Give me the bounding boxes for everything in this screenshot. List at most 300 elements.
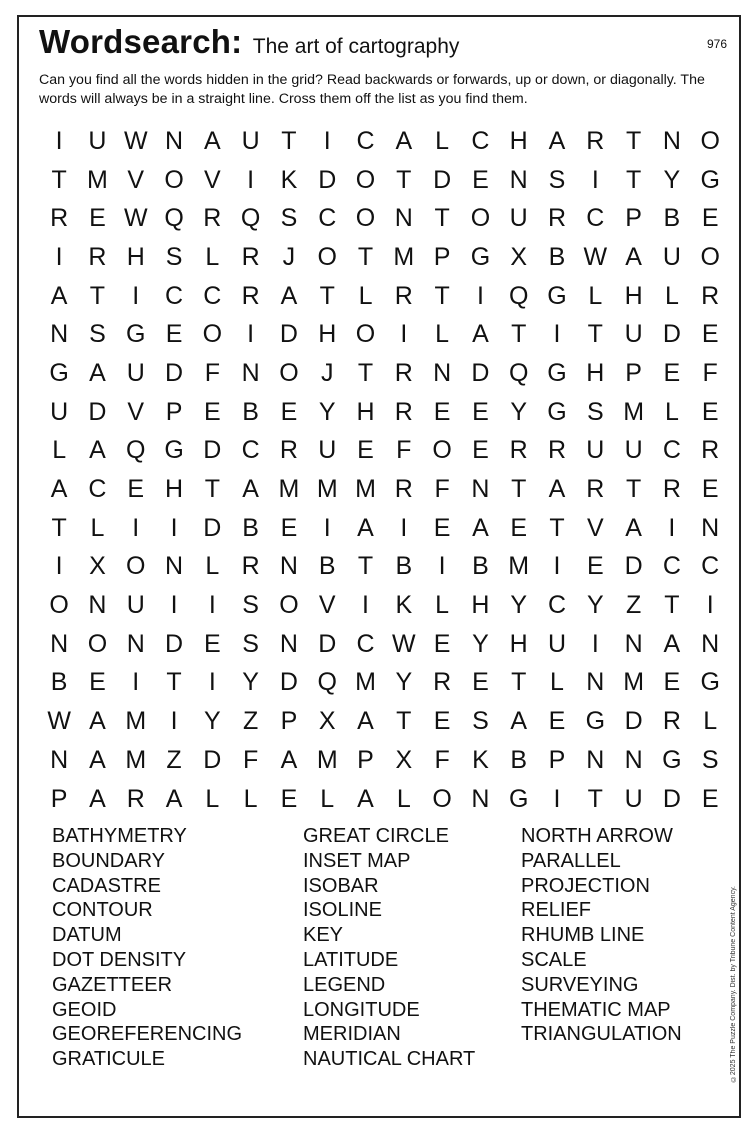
- grid-letter[interactable]: S: [165, 242, 183, 271]
- grid-letter[interactable]: D: [279, 320, 298, 349]
- grid-letter[interactable]: B: [395, 552, 413, 581]
- grid-letter[interactable]: J: [282, 242, 296, 271]
- grid-letter[interactable]: B: [318, 552, 336, 581]
- grid-letter[interactable]: L: [703, 707, 718, 736]
- grid-letter[interactable]: A: [89, 745, 106, 774]
- grid-letter[interactable]: O: [126, 552, 146, 581]
- grid-letter[interactable]: I: [55, 126, 63, 155]
- grid-letter[interactable]: R: [88, 242, 107, 271]
- grid-letter[interactable]: C: [88, 475, 107, 504]
- grid-letter[interactable]: V: [586, 513, 604, 542]
- grid-letter[interactable]: S: [701, 745, 719, 774]
- grid-letter[interactable]: O: [279, 591, 299, 620]
- grid-letter[interactable]: U: [547, 629, 567, 658]
- grid-letter[interactable]: T: [89, 281, 106, 310]
- grid-letter[interactable]: D: [471, 358, 490, 387]
- grid-letter[interactable]: R: [547, 436, 567, 465]
- grid-letter[interactable]: E: [548, 707, 566, 736]
- grid-letter[interactable]: O: [355, 165, 376, 194]
- grid-letter[interactable]: E: [701, 784, 719, 813]
- grid-letter[interactable]: F: [204, 358, 220, 387]
- grid-letter[interactable]: I: [208, 591, 216, 620]
- grid-letter[interactable]: Q: [164, 204, 184, 233]
- grid-letter[interactable]: N: [509, 165, 528, 194]
- grid-letter[interactable]: A: [510, 707, 528, 736]
- grid-letter[interactable]: N: [433, 358, 452, 387]
- grid-letter[interactable]: T: [587, 320, 603, 349]
- grid-letter[interactable]: E: [89, 668, 106, 697]
- grid-letter[interactable]: N: [701, 513, 720, 542]
- grid-letter[interactable]: I: [247, 320, 255, 349]
- grid-letter[interactable]: T: [357, 242, 374, 271]
- grid-letter[interactable]: I: [706, 591, 714, 620]
- grid-letter[interactable]: Q: [508, 358, 529, 387]
- grid-letter[interactable]: O: [164, 165, 184, 194]
- grid-letter[interactable]: H: [509, 126, 528, 155]
- grid-letter[interactable]: A: [472, 513, 489, 542]
- grid-letter[interactable]: T: [281, 126, 297, 155]
- grid-letter[interactable]: X: [318, 707, 336, 736]
- grid-letter[interactable]: L: [205, 242, 220, 271]
- grid-letter[interactable]: L: [664, 397, 679, 426]
- grid-letter[interactable]: N: [165, 552, 184, 581]
- grid-letter[interactable]: R: [701, 281, 720, 310]
- grid-letter[interactable]: M: [623, 397, 645, 426]
- grid-letter[interactable]: U: [586, 436, 605, 465]
- grid-letter[interactable]: G: [508, 784, 529, 813]
- grid-letter[interactable]: I: [591, 629, 599, 658]
- grid-letter[interactable]: R: [394, 358, 413, 387]
- grid-letter[interactable]: C: [471, 126, 490, 155]
- grid-letter[interactable]: E: [280, 397, 298, 426]
- grid-letter[interactable]: O: [470, 204, 491, 233]
- grid-letter[interactable]: E: [357, 436, 374, 465]
- grid-letter[interactable]: L: [358, 281, 373, 310]
- grid-letter[interactable]: A: [89, 784, 106, 813]
- grid-letter[interactable]: Z: [625, 591, 642, 620]
- grid-letter[interactable]: D: [624, 707, 643, 736]
- grid-letter[interactable]: D: [318, 165, 337, 194]
- grid-letter[interactable]: V: [203, 165, 221, 194]
- grid-letter[interactable]: U: [624, 784, 643, 813]
- grid-letter[interactable]: Y: [586, 591, 604, 620]
- grid-letter[interactable]: L: [52, 436, 67, 465]
- grid-letter[interactable]: I: [476, 281, 484, 310]
- grid-letter[interactable]: R: [433, 668, 452, 697]
- grid-letter[interactable]: N: [394, 204, 413, 233]
- grid-letter[interactable]: G: [126, 320, 146, 349]
- grid-letter[interactable]: S: [280, 204, 298, 233]
- grid-letter[interactable]: R: [50, 204, 69, 233]
- grid-letter[interactable]: H: [471, 591, 490, 620]
- grid-letter[interactable]: Q: [317, 668, 337, 697]
- grid-letter[interactable]: K: [280, 165, 298, 194]
- grid-letter[interactable]: H: [165, 475, 184, 504]
- grid-letter[interactable]: T: [51, 513, 67, 542]
- grid-letter[interactable]: N: [50, 629, 69, 658]
- grid-letter[interactable]: D: [662, 784, 681, 813]
- grid-letter[interactable]: A: [165, 784, 183, 813]
- grid-letter[interactable]: E: [280, 513, 298, 542]
- grid-letter[interactable]: I: [55, 552, 63, 581]
- grid-letter[interactable]: U: [509, 204, 528, 233]
- grid-letter[interactable]: H: [509, 629, 528, 658]
- grid-letter[interactable]: Y: [395, 668, 413, 697]
- grid-letter[interactable]: A: [472, 320, 489, 349]
- grid-letter[interactable]: O: [432, 784, 452, 813]
- grid-letter[interactable]: G: [547, 358, 567, 387]
- grid-letter[interactable]: F: [434, 475, 450, 504]
- grid-letter[interactable]: D: [203, 513, 222, 542]
- grid-letter[interactable]: C: [356, 126, 375, 155]
- grid-letter[interactable]: Y: [510, 397, 528, 426]
- grid-letter[interactable]: A: [89, 358, 106, 387]
- grid-letter[interactable]: T: [664, 591, 680, 620]
- grid-letter[interactable]: I: [362, 591, 369, 620]
- grid-letter[interactable]: C: [165, 281, 184, 310]
- grid-letter[interactable]: R: [126, 784, 145, 813]
- grid-letter[interactable]: H: [126, 242, 145, 271]
- grid-letter[interactable]: N: [586, 668, 605, 697]
- grid-letter[interactable]: M: [508, 552, 530, 581]
- grid-letter[interactable]: N: [471, 784, 490, 813]
- grid-letter[interactable]: N: [279, 629, 298, 658]
- grid-letter[interactable]: P: [625, 204, 642, 233]
- grid-letter[interactable]: Q: [508, 281, 529, 310]
- grid-letter[interactable]: U: [126, 591, 145, 620]
- grid-letter[interactable]: F: [396, 436, 412, 465]
- grid-letter[interactable]: M: [355, 475, 376, 504]
- grid-letter[interactable]: U: [624, 320, 643, 349]
- grid-letter[interactable]: T: [204, 475, 220, 504]
- grid-letter[interactable]: R: [394, 397, 413, 426]
- grid-letter[interactable]: R: [586, 126, 605, 155]
- grid-letter[interactable]: H: [318, 320, 337, 349]
- grid-letter[interactable]: B: [472, 552, 489, 581]
- grid-letter[interactable]: O: [87, 629, 108, 658]
- grid-letter[interactable]: E: [472, 397, 489, 426]
- grid-letter[interactable]: G: [547, 397, 567, 426]
- grid-letter[interactable]: N: [126, 629, 145, 658]
- grid-letter[interactable]: T: [396, 707, 412, 736]
- grid-letter[interactable]: G: [700, 668, 720, 697]
- grid-letter[interactable]: I: [132, 281, 140, 310]
- grid-letter[interactable]: C: [356, 629, 375, 658]
- grid-letter[interactable]: I: [247, 165, 255, 194]
- grid-letter[interactable]: W: [123, 204, 148, 233]
- grid-letter[interactable]: T: [625, 475, 642, 504]
- grid-letter[interactable]: T: [166, 668, 182, 697]
- grid-letter[interactable]: N: [624, 629, 643, 658]
- grid-letter[interactable]: E: [89, 204, 106, 233]
- grid-letter[interactable]: O: [700, 126, 720, 155]
- grid-letter[interactable]: Y: [203, 707, 221, 736]
- grid-letter[interactable]: L: [205, 784, 220, 813]
- grid-letter[interactable]: L: [435, 591, 450, 620]
- grid-letter[interactable]: L: [90, 513, 105, 542]
- grid-letter[interactable]: N: [88, 591, 107, 620]
- grid-letter[interactable]: G: [49, 358, 69, 387]
- grid-letter[interactable]: E: [280, 784, 298, 813]
- grid-letter[interactable]: N: [624, 745, 643, 774]
- grid-letter[interactable]: T: [434, 281, 450, 310]
- grid-letter[interactable]: R: [279, 436, 298, 465]
- grid-letter[interactable]: T: [511, 668, 527, 697]
- grid-letter[interactable]: P: [165, 397, 183, 426]
- grid-letter[interactable]: A: [548, 475, 566, 504]
- grid-letter[interactable]: R: [509, 436, 528, 465]
- grid-letter[interactable]: U: [318, 436, 337, 465]
- grid-letter[interactable]: T: [549, 513, 565, 542]
- grid-letter[interactable]: D: [624, 552, 643, 581]
- grid-letter[interactable]: M: [623, 668, 645, 697]
- grid-letter[interactable]: E: [433, 397, 451, 426]
- grid-letter[interactable]: E: [701, 475, 719, 504]
- grid-letter[interactable]: U: [50, 397, 69, 426]
- grid-letter[interactable]: E: [663, 668, 681, 697]
- grid-letter[interactable]: N: [279, 552, 298, 581]
- grid-letter[interactable]: Y: [510, 591, 528, 620]
- grid-letter[interactable]: P: [357, 745, 374, 774]
- grid-letter[interactable]: B: [242, 397, 259, 426]
- grid-letter[interactable]: I: [170, 591, 178, 620]
- grid-letter[interactable]: O: [355, 204, 376, 233]
- grid-letter[interactable]: I: [553, 320, 561, 349]
- grid-letter[interactable]: T: [51, 165, 67, 194]
- grid-letter[interactable]: S: [242, 629, 259, 658]
- grid-letter[interactable]: C: [662, 552, 681, 581]
- grid-letter[interactable]: T: [357, 358, 374, 387]
- grid-letter[interactable]: L: [243, 784, 258, 813]
- grid-letter[interactable]: Q: [126, 436, 146, 465]
- grid-letter[interactable]: M: [393, 242, 415, 271]
- grid-letter[interactable]: V: [127, 397, 145, 426]
- grid-letter[interactable]: R: [394, 281, 413, 310]
- grid-letter[interactable]: V: [318, 591, 336, 620]
- grid-letter[interactable]: I: [553, 552, 561, 581]
- grid-letter[interactable]: A: [280, 281, 298, 310]
- grid-letter[interactable]: T: [396, 165, 412, 194]
- grid-letter[interactable]: L: [396, 784, 411, 813]
- grid-letter[interactable]: B: [548, 242, 566, 271]
- grid-letter[interactable]: N: [662, 126, 681, 155]
- grid-letter[interactable]: G: [164, 436, 184, 465]
- grid-letter[interactable]: V: [127, 165, 145, 194]
- grid-letter[interactable]: T: [587, 784, 603, 813]
- grid-letter[interactable]: A: [280, 745, 298, 774]
- grid-letter[interactable]: C: [662, 436, 681, 465]
- grid-letter[interactable]: L: [550, 668, 564, 697]
- grid-letter[interactable]: O: [432, 436, 452, 465]
- grid-letter[interactable]: O: [202, 320, 223, 349]
- grid-letter[interactable]: D: [165, 358, 184, 387]
- grid-letter[interactable]: I: [400, 320, 408, 349]
- grid-letter[interactable]: O: [700, 242, 720, 271]
- grid-letter[interactable]: W: [47, 707, 71, 736]
- grid-letter[interactable]: H: [624, 281, 643, 310]
- grid-letter[interactable]: S: [548, 165, 566, 194]
- grid-letter[interactable]: E: [433, 513, 451, 542]
- grid-letter[interactable]: Y: [663, 165, 681, 194]
- grid-letter[interactable]: N: [586, 745, 605, 774]
- grid-letter[interactable]: S: [89, 320, 106, 349]
- grid-letter[interactable]: I: [438, 552, 446, 581]
- grid-letter[interactable]: M: [125, 745, 147, 774]
- grid-letter[interactable]: U: [662, 242, 681, 271]
- grid-letter[interactable]: E: [433, 707, 451, 736]
- grid-letter[interactable]: I: [170, 707, 178, 736]
- grid-letter[interactable]: L: [588, 281, 603, 310]
- grid-letter[interactable]: W: [392, 629, 416, 658]
- grid-letter[interactable]: E: [701, 320, 719, 349]
- grid-letter[interactable]: R: [241, 242, 260, 271]
- grid-letter[interactable]: Z: [242, 707, 259, 736]
- grid-letter[interactable]: X: [395, 745, 413, 774]
- grid-letter[interactable]: P: [433, 242, 451, 271]
- grid-letter[interactable]: M: [355, 668, 376, 697]
- grid-letter[interactable]: R: [241, 552, 260, 581]
- grid-letter[interactable]: L: [664, 281, 679, 310]
- grid-letter[interactable]: A: [357, 513, 374, 542]
- grid-letter[interactable]: T: [511, 320, 527, 349]
- grid-letter[interactable]: R: [662, 707, 681, 736]
- grid-letter[interactable]: T: [511, 475, 527, 504]
- grid-letter[interactable]: I: [170, 513, 178, 542]
- grid-letter[interactable]: L: [435, 320, 450, 349]
- grid-letter[interactable]: L: [320, 784, 335, 813]
- grid-letter[interactable]: G: [700, 165, 720, 194]
- grid-letter[interactable]: P: [625, 358, 642, 387]
- grid-letter[interactable]: A: [89, 707, 106, 736]
- grid-letter[interactable]: F: [434, 745, 450, 774]
- grid-letter[interactable]: Y: [242, 668, 259, 697]
- grid-letter[interactable]: R: [203, 204, 222, 233]
- grid-letter[interactable]: C: [318, 204, 337, 233]
- grid-letter[interactable]: K: [395, 591, 413, 620]
- grid-letter[interactable]: L: [435, 126, 450, 155]
- grid-letter[interactable]: B: [663, 204, 681, 233]
- grid-letter[interactable]: A: [203, 126, 221, 155]
- grid-letter[interactable]: E: [472, 668, 489, 697]
- grid-letter[interactable]: Y: [472, 629, 489, 658]
- grid-letter[interactable]: O: [49, 591, 69, 620]
- grid-letter[interactable]: N: [165, 126, 184, 155]
- grid-letter[interactable]: R: [394, 475, 413, 504]
- grid-letter[interactable]: N: [241, 358, 260, 387]
- grid-letter[interactable]: R: [241, 281, 260, 310]
- grid-letter[interactable]: C: [203, 281, 222, 310]
- grid-letter[interactable]: O: [355, 320, 376, 349]
- grid-letter[interactable]: N: [50, 745, 69, 774]
- grid-letter[interactable]: P: [548, 745, 566, 774]
- grid-letter[interactable]: D: [279, 668, 298, 697]
- grid-letter[interactable]: F: [702, 358, 718, 387]
- grid-letter[interactable]: M: [87, 165, 108, 194]
- grid-letter[interactable]: U: [241, 126, 260, 155]
- grid-letter[interactable]: O: [317, 242, 337, 271]
- grid-letter[interactable]: U: [624, 436, 643, 465]
- grid-letter[interactable]: S: [472, 707, 489, 736]
- grid-letter[interactable]: G: [662, 745, 682, 774]
- grid-letter[interactable]: E: [701, 397, 719, 426]
- grid-letter[interactable]: S: [242, 591, 259, 620]
- grid-letter[interactable]: D: [203, 436, 222, 465]
- grid-letter[interactable]: B: [242, 513, 259, 542]
- grid-letter[interactable]: D: [318, 629, 337, 658]
- grid-letter[interactable]: A: [548, 126, 566, 155]
- grid-letter[interactable]: P: [50, 784, 68, 813]
- grid-letter[interactable]: E: [472, 165, 489, 194]
- grid-letter[interactable]: B: [510, 745, 528, 774]
- grid-letter[interactable]: Q: [240, 204, 261, 233]
- grid-letter[interactable]: S: [586, 397, 604, 426]
- grid-letter[interactable]: W: [583, 242, 608, 271]
- grid-letter[interactable]: I: [132, 668, 140, 697]
- grid-letter[interactable]: M: [125, 707, 147, 736]
- grid-letter[interactable]: A: [625, 242, 642, 271]
- grid-letter[interactable]: D: [433, 165, 452, 194]
- grid-letter[interactable]: E: [165, 320, 183, 349]
- grid-letter[interactable]: K: [472, 745, 489, 774]
- grid-letter[interactable]: C: [241, 436, 260, 465]
- grid-letter[interactable]: W: [123, 126, 148, 155]
- grid-letter[interactable]: D: [662, 320, 681, 349]
- grid-letter[interactable]: I: [55, 242, 63, 271]
- grid-letter[interactable]: G: [547, 281, 567, 310]
- grid-letter[interactable]: H: [356, 397, 375, 426]
- grid-letter[interactable]: R: [662, 475, 681, 504]
- grid-letter[interactable]: A: [663, 629, 681, 658]
- grid-letter[interactable]: E: [701, 204, 719, 233]
- grid-letter[interactable]: I: [400, 513, 408, 542]
- grid-letter[interactable]: N: [701, 629, 720, 658]
- grid-letter[interactable]: C: [586, 204, 605, 233]
- grid-letter[interactable]: A: [625, 513, 642, 542]
- grid-letter[interactable]: I: [553, 784, 561, 813]
- grid-letter[interactable]: C: [547, 591, 567, 620]
- grid-letter[interactable]: I: [323, 126, 331, 155]
- grid-letter[interactable]: A: [357, 707, 374, 736]
- grid-letter[interactable]: U: [126, 358, 145, 387]
- grid-letter[interactable]: G: [470, 242, 491, 271]
- grid-letter[interactable]: X: [89, 552, 106, 581]
- grid-letter[interactable]: G: [585, 707, 606, 736]
- grid-letter[interactable]: J: [320, 358, 334, 387]
- grid-letter[interactable]: X: [510, 242, 528, 271]
- grid-letter[interactable]: M: [316, 475, 338, 504]
- grid-letter[interactable]: I: [591, 165, 599, 194]
- grid-letter[interactable]: E: [586, 552, 604, 581]
- grid-letter[interactable]: N: [471, 475, 490, 504]
- grid-letter[interactable]: R: [586, 475, 605, 504]
- grid-letter[interactable]: O: [279, 358, 299, 387]
- grid-letter[interactable]: I: [668, 513, 676, 542]
- grid-letter[interactable]: R: [701, 436, 720, 465]
- grid-letter[interactable]: A: [50, 475, 68, 504]
- grid-letter[interactable]: P: [280, 707, 298, 736]
- grid-letter[interactable]: N: [50, 320, 69, 349]
- grid-letter[interactable]: A: [395, 126, 413, 155]
- grid-letter[interactable]: M: [278, 475, 300, 504]
- grid-letter[interactable]: Y: [318, 397, 336, 426]
- grid-letter[interactable]: E: [472, 436, 489, 465]
- grid-letter[interactable]: C: [701, 552, 720, 581]
- grid-letter[interactable]: A: [242, 475, 259, 504]
- grid-letter[interactable]: T: [434, 204, 450, 233]
- grid-letter[interactable]: D: [88, 397, 107, 426]
- grid-letter[interactable]: E: [510, 513, 528, 542]
- grid-letter[interactable]: E: [203, 397, 221, 426]
